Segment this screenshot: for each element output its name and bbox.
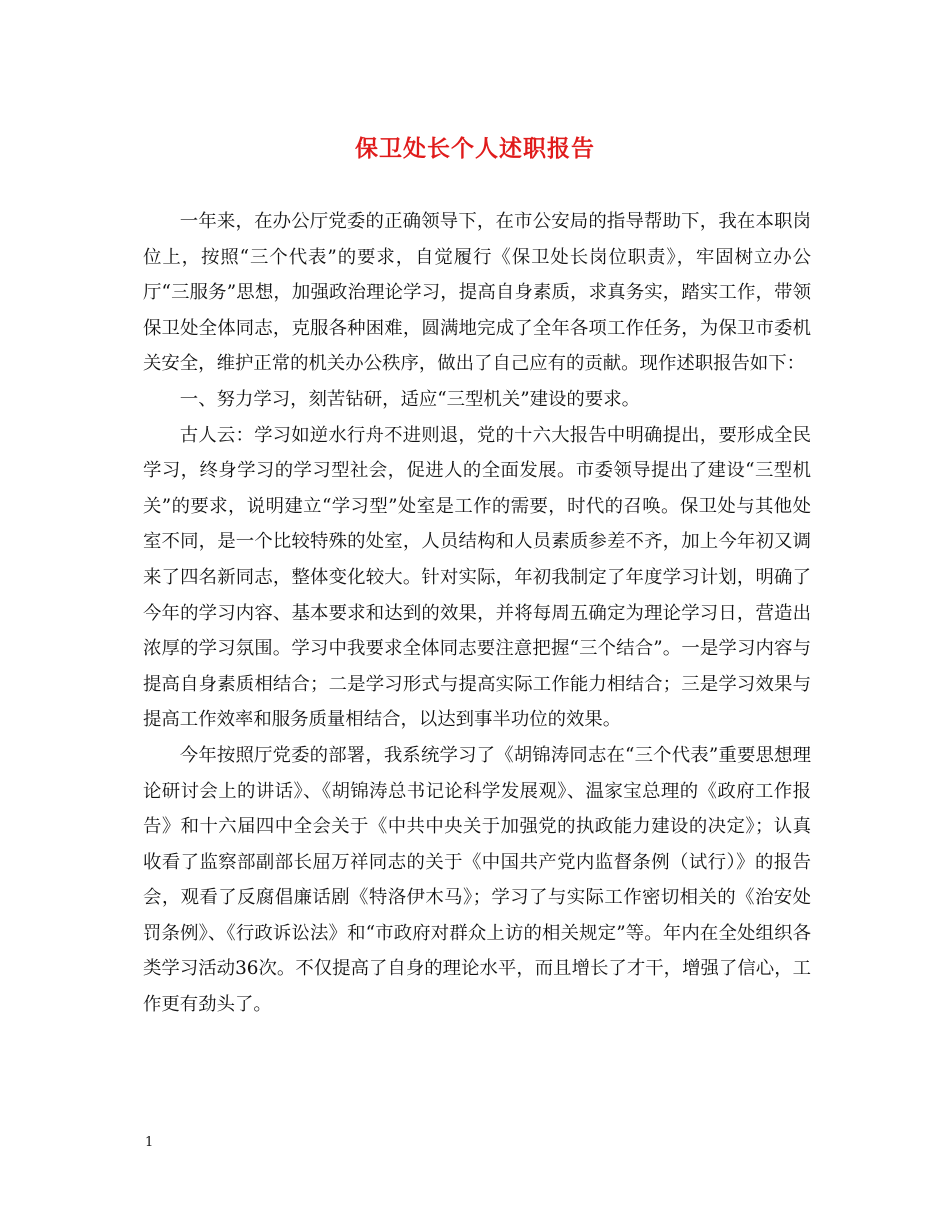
section-heading-1: 一、努力学习，刻苦钻研，适应“三型机关”建设的要求。 bbox=[179, 388, 640, 410]
document-title: 保卫处长个人述职报告 bbox=[355, 135, 595, 162]
document-body bbox=[143, 204, 811, 1023]
paragraph-intro: 一年来，在办公厅党委的正确领导下，在市公安局的指导帮助下，我在本职岗位上，按照“三个代表”的要求，自觉履行《保卫处长岗位职责》，牢固树立办公厅“三服务”思想，加强政治理论学习，提高自身素质，求真务实，踏实工作，带领保卫处全体同志，克服各种困难，圆满地完成了全年各项工作任务，为保卫市委机关安全，维护正常的机关办公秩序，做出了自己应有的贡献。现作述职报告如下： bbox=[143, 211, 811, 375]
paragraph-study-plan: 古人云：学习如逆水行舟不进则退，党的十六大报告中明确提出，要形成全民学习，终身学习的学习型社会，促进人的全面发展。市委领导提出了建设“三型机关”的要求，说明建立“学习型”处室是工作的需要，时代的召唤。保卫处与其他处室不同，是一个比较特殊的处室，人员结构和人员素质参差不齐，加上今年初又调来了四名新同志，整体变化较大。针对实际，年初我制定了年度学习计划，明确了今年的学习内容、基本要求和达到的效果，并将每周五确定为理论学习日，营造出浓厚的学习氛围。学习中我要求全体同志要注意把握“三个结合”。一是学习内容与提高自身素质相结合；二是学习形式与提高实际工作能力相结合；三是学习效果与提高工作效率和服务质量相结合，以达到事半功位的效果。 bbox=[143, 424, 811, 731]
paragraph-study-content: 今年按照厅党委的部署，我系统学习了《胡锦涛同志在“三个代表”重要思想理论研讨会上的讲话》、《胡锦涛总书记论科学发展观》、温家宝总理的《政府工作报告》和十六届四中全会关于《中共中央关于加强党的执政能力建设的决定》；认真收看了监察部副部长屈万祥同志的关于《中国共产党内监督条例（试行）》的报告会，观看了反腐倡廉话剧《特洛伊木马》；学习了与实际工作密切相关的《治安处罚条例》、《行政诉讼法》和“市政府对群众上访的相关规定”等。年内在全处组织各类学习活动36次。不仅提高了自身的理论水平，而且增长了才干，增强了信心，工作更有劲头了。 bbox=[143, 744, 811, 1016]
page-number: 1 bbox=[145, 1135, 154, 1150]
